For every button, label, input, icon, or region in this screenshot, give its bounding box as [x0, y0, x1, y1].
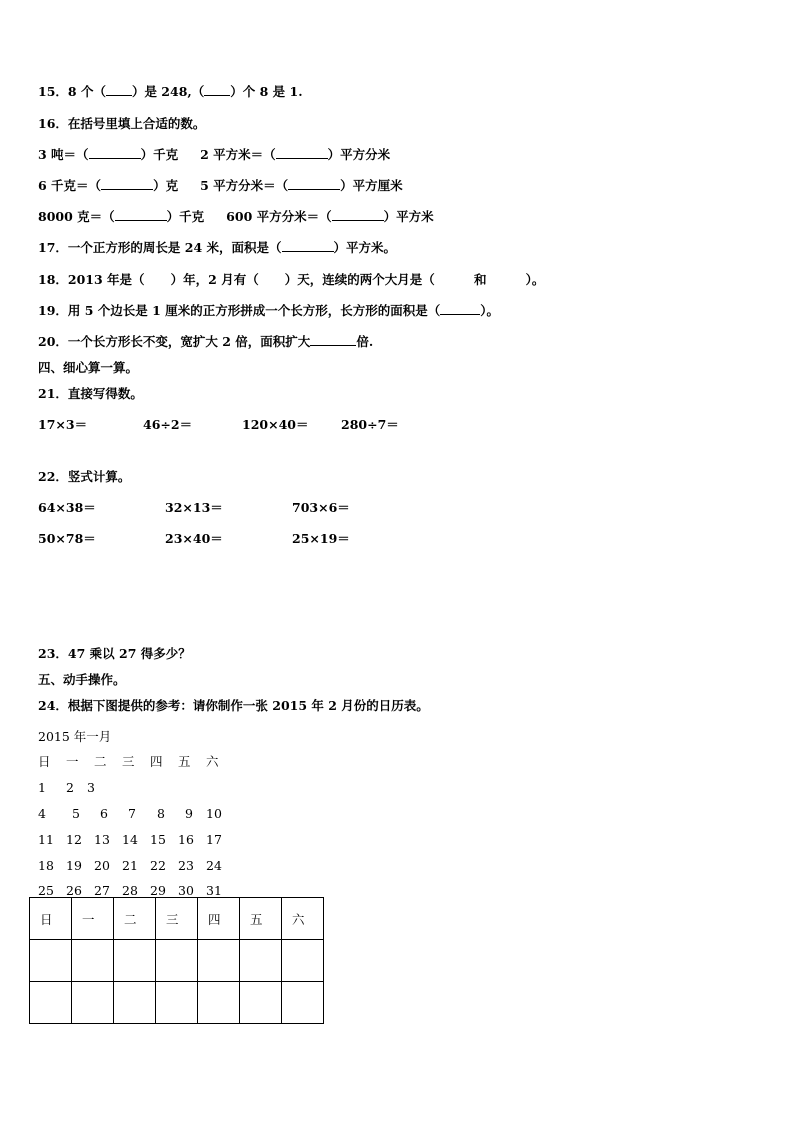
grid-header-cell: 二	[114, 898, 156, 940]
grid-empty-cell[interactable]	[282, 982, 324, 1024]
oral-calc-item: 17×3＝	[38, 417, 88, 432]
grid-header-cell: 一	[72, 898, 114, 940]
calendar-day: 1	[38, 780, 46, 795]
answer-blank[interactable]	[440, 303, 480, 315]
vertical-calc-item: 50×78＝	[38, 531, 96, 546]
calendar-day: 16	[178, 832, 194, 847]
calendar-day: 21	[122, 858, 138, 873]
calendar-day: 24	[206, 858, 222, 873]
grid-empty-cell[interactable]	[30, 940, 72, 982]
grid-header-row	[30, 898, 324, 940]
grid-empty-cell[interactable]	[114, 940, 156, 982]
calendar-day: 31	[206, 883, 222, 898]
calendar-day: 2	[66, 780, 74, 795]
calendar-day: 18	[38, 858, 54, 873]
question-21-title: 21．直接写得数。	[38, 386, 143, 401]
calendar-day: 5	[72, 806, 80, 821]
calendar-title: 2015 年一月	[38, 729, 112, 744]
grid-header-cell: 六	[282, 898, 324, 940]
answer-blank[interactable]	[115, 209, 167, 221]
calendar-day: 23	[178, 858, 194, 873]
calendar-day: 13	[94, 832, 110, 847]
vertical-calc-item: 32×13＝	[165, 500, 223, 515]
answer-blank[interactable]	[276, 147, 328, 159]
answer-blank[interactable]	[204, 84, 230, 96]
question-17: 17．一个正方形的周长是 24 米，面积是（ ）平方米。	[38, 240, 397, 255]
vertical-calc-item: 64×38＝	[38, 500, 96, 515]
calendar-day: 10	[206, 806, 222, 821]
grid-empty-cell[interactable]	[30, 982, 72, 1024]
answer-blank[interactable]	[101, 178, 153, 190]
grid-empty-cell[interactable]	[156, 982, 198, 1024]
question-16-row-2: 6 千克＝（ ）克 5 平方分米＝（ ）平方厘米	[38, 178, 403, 193]
oral-calc-item: 120×40＝	[242, 417, 309, 432]
grid-header-cell: 日	[30, 898, 72, 940]
grid-empty-cell[interactable]	[114, 982, 156, 1024]
grid-header-cell: 五	[240, 898, 282, 940]
question-23: 23．47 乘以 27 得多少？	[38, 646, 191, 661]
oral-calc-item: 280÷7＝	[341, 417, 399, 432]
oral-calc-item: 46÷2＝	[143, 417, 193, 432]
question-16-title: 16．在括号里填上合适的数。	[38, 116, 206, 131]
calendar-day: 20	[94, 858, 110, 873]
calendar-weekday: 二	[94, 754, 107, 769]
grid-header-cell: 四	[198, 898, 240, 940]
question-22-title: 22．竖式计算。	[38, 469, 131, 484]
question-24: 24．根据下图提供的参考：请你制作一张 2015 年 2 月份的日历表。	[38, 698, 429, 713]
grid-empty-cell[interactable]	[282, 940, 324, 982]
calendar-weekday: 四	[150, 754, 163, 769]
vertical-calc-item: 25×19＝	[292, 531, 350, 546]
calendar-day: 25	[38, 883, 54, 898]
calendar-day: 12	[66, 832, 82, 847]
calendar-day: 4	[38, 806, 46, 821]
calendar-day: 30	[178, 883, 194, 898]
answer-blank[interactable]	[310, 334, 356, 346]
grid-row	[30, 982, 324, 1024]
calendar-day: 6	[100, 806, 108, 821]
question-20: 20．一个长方形长不变，宽扩大 2 倍，面积扩大 倍.	[38, 334, 374, 349]
question-16-row-3: 8000 克＝（ ）千克 600 平方分米＝（ ）平方米	[38, 209, 434, 224]
answer-blank[interactable]	[332, 209, 384, 221]
question-15: 15．8 个（ ）是 248,（ ）个 8 是 1.	[38, 84, 303, 99]
calendar-day: 9	[185, 806, 193, 821]
calendar-day: 3	[87, 780, 95, 795]
calendar-weekday: 三	[122, 754, 135, 769]
grid-row	[30, 940, 324, 982]
grid-empty-cell[interactable]	[240, 940, 282, 982]
section-heading-4: 四、细心算一算。	[38, 360, 139, 375]
question-16-row-1: 3 吨＝（ ）千克 2 平方米＝（ ）平方分米	[38, 147, 391, 162]
grid-empty-cell[interactable]	[198, 982, 240, 1024]
calendar-day: 14	[122, 832, 138, 847]
section-heading-5: 五、动手操作。	[38, 672, 126, 687]
calendar-day: 15	[150, 832, 166, 847]
calendar-day: 22	[150, 858, 166, 873]
calendar-weekday: 一	[66, 754, 79, 769]
calendar-day: 26	[66, 883, 82, 898]
calendar-weekday: 五	[178, 754, 191, 769]
question-19: 19．用 5 个边长是 1 厘米的正方形拼成一个长方形，长方形的面积是（ ）。	[38, 303, 499, 318]
calendar-day: 19	[66, 858, 82, 873]
february-calendar-grid	[29, 897, 324, 1024]
calendar-weekday: 六	[206, 754, 219, 769]
calendar-day: 17	[206, 832, 222, 847]
vertical-calc-item: 23×40＝	[165, 531, 223, 546]
calendar-day: 11	[38, 832, 54, 847]
calendar-day: 28	[122, 883, 138, 898]
grid-empty-cell[interactable]	[156, 940, 198, 982]
calendar-weekday: 日	[38, 754, 51, 769]
calendar-day: 29	[150, 883, 166, 898]
answer-blank[interactable]	[89, 147, 141, 159]
calendar-day: 8	[157, 806, 165, 821]
grid-empty-cell[interactable]	[198, 940, 240, 982]
answer-blank[interactable]	[282, 240, 334, 252]
calendar-day: 7	[128, 806, 136, 821]
vertical-calc-item: 703×6＝	[292, 500, 350, 515]
answer-blank[interactable]	[288, 178, 340, 190]
question-18: 18．2013 年是（ ）年，2 月有（ ）天，连续的两个大月是（ 和 ）。	[38, 272, 545, 287]
grid-empty-cell[interactable]	[240, 982, 282, 1024]
calendar-day: 27	[94, 883, 110, 898]
grid-header-cell: 三	[156, 898, 198, 940]
grid-empty-cell[interactable]	[72, 940, 114, 982]
grid-empty-cell[interactable]	[72, 982, 114, 1024]
answer-blank[interactable]	[106, 84, 132, 96]
